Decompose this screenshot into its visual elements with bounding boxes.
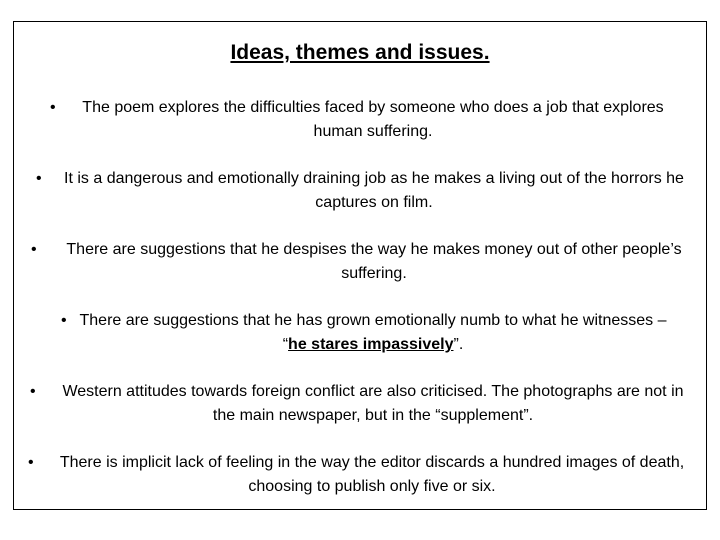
bullet-dot-icon: • (61, 312, 67, 329)
bullet-dot-icon: • (30, 383, 36, 400)
bullet-text: There is implicit lack of feeling in the way the editor discards a hundred images of death, choosing to publish only five or six. (59, 454, 685, 495)
bullet-emphasis-quote: he stares impassively (288, 336, 454, 353)
bullet-item (0, 96, 720, 144)
bullet-text: It is a dangerous and emotionally draining job as he makes a living out of the horrors he captures on film. (64, 170, 684, 211)
bullet-list (0, 96, 720, 522)
bullet-dot-icon: • (36, 170, 42, 187)
bullet-dot-icon: • (31, 241, 37, 258)
bullet-item (0, 451, 720, 499)
bullet-dot-icon: • (28, 454, 34, 471)
bullet-text: The poem explores the difficulties faced by someone who does a job that explores human suffering. (82, 99, 664, 140)
bullet-text: There are suggestions that he despises the way he makes money out of other people’s suffering. (66, 241, 682, 282)
slide-title: Ideas, themes and issues. (230, 41, 490, 64)
bullet-dot-icon: • (50, 99, 56, 116)
bullet-item (0, 309, 720, 357)
bullet-item (0, 167, 720, 215)
bullet-text-before: There are suggestions that he has grown emotionally numb to what he witnesses – “ (79, 312, 667, 353)
bullet-text-after: ”. (453, 336, 464, 353)
bullet-item (0, 380, 720, 428)
bullet-text: Western attitudes towards foreign conflict are also criticised. The photographs are not in the main newspaper, but in the “supplement”. (62, 383, 684, 424)
bullet-item (0, 238, 720, 286)
